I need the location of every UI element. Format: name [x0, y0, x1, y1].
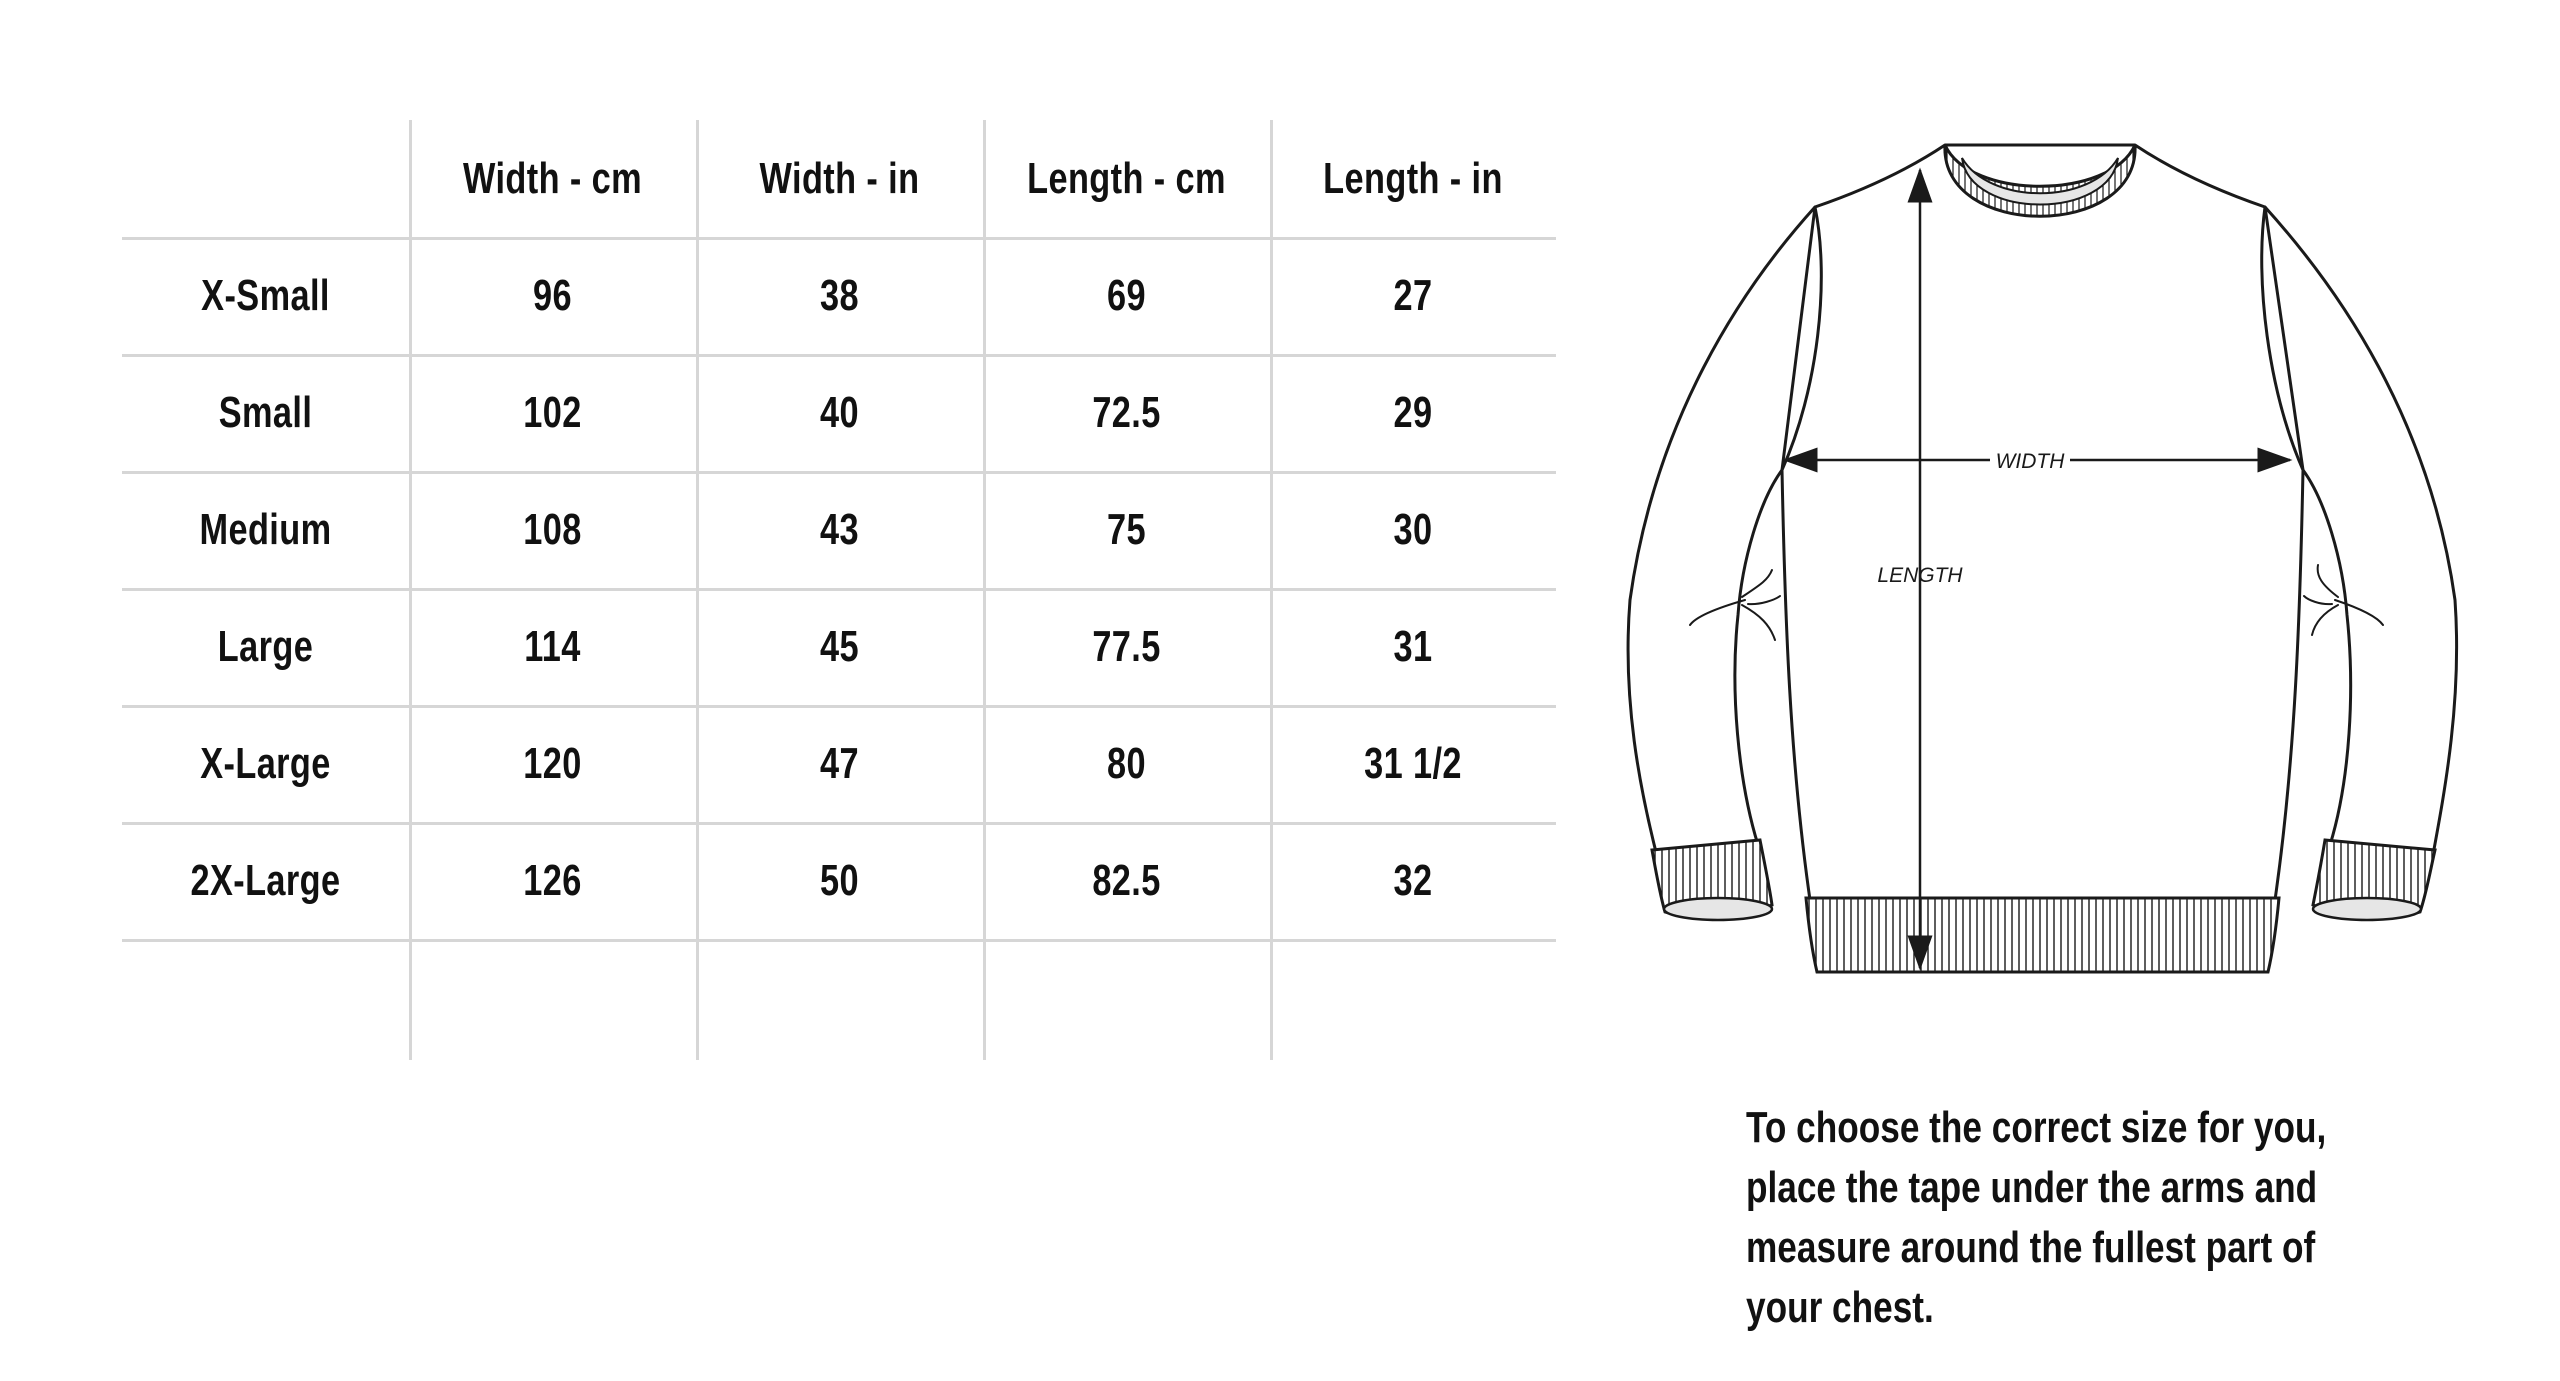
table-cell: 47: [820, 738, 859, 788]
grid-line: [122, 939, 1556, 942]
table-cell: 126: [523, 855, 582, 905]
size-chart-table: [122, 120, 1556, 1060]
sweater-body: [1782, 145, 2303, 900]
instruction-line: measure around the fullest part of: [1746, 1223, 2316, 1272]
table-cell: 120: [523, 738, 582, 788]
table-cell: 69: [1107, 270, 1146, 320]
table-cell: 72.5: [1092, 387, 1161, 437]
size-label: 2X-Large: [190, 855, 341, 905]
table-cell: 108: [523, 504, 582, 554]
table-cell: 77.5: [1092, 621, 1161, 671]
instruction-line: your chest.: [1746, 1283, 1934, 1332]
measurement-instructions: [1746, 1098, 2327, 1338]
table-cell: 38: [820, 270, 859, 320]
length-label: LENGTH: [1877, 564, 1963, 587]
table-cell: 75: [1107, 504, 1146, 554]
table-cell: 102: [523, 387, 582, 437]
table-cell: 82.5: [1092, 855, 1161, 905]
size-label: Small: [218, 387, 313, 437]
column-header-width-in: Width - in: [759, 153, 920, 203]
size-label: Medium: [199, 504, 332, 554]
table-cell: 29: [1393, 387, 1433, 437]
table-cell: 40: [820, 387, 859, 437]
table-cell: 32: [1393, 855, 1433, 905]
table-cell: 43: [820, 504, 859, 554]
left-cuff-opening: [1664, 898, 1772, 920]
table-cell: 45: [820, 621, 859, 671]
table-cell: 30: [1393, 504, 1433, 554]
size-label: X-Large: [200, 738, 331, 788]
table-cell: 31: [1393, 621, 1433, 671]
column-header-length-cm: Length - cm: [1027, 153, 1226, 203]
table-cell: 50: [820, 855, 859, 905]
instruction-line: place the tape under the arms and: [1746, 1163, 2318, 1212]
column-header-length-in: Length - in: [1323, 153, 1503, 203]
column-header-width-cm: Width - cm: [463, 153, 642, 203]
table-cell: 114: [524, 621, 581, 671]
table-cell: 31 1/2: [1364, 738, 1462, 788]
width-label: WIDTH: [1995, 450, 2065, 473]
hem-ribbing: [1806, 898, 2279, 972]
size-label: Large: [217, 621, 314, 671]
sweater-measurement-diagram: [1610, 120, 2490, 1000]
table-cell: 27: [1393, 270, 1433, 320]
instruction-line: To choose the correct size for you,: [1746, 1103, 2327, 1152]
table-cell: 80: [1107, 738, 1146, 788]
right-cuff-opening: [2313, 898, 2421, 920]
table-cell: 96: [533, 270, 572, 320]
size-label: X-Small: [201, 270, 330, 320]
